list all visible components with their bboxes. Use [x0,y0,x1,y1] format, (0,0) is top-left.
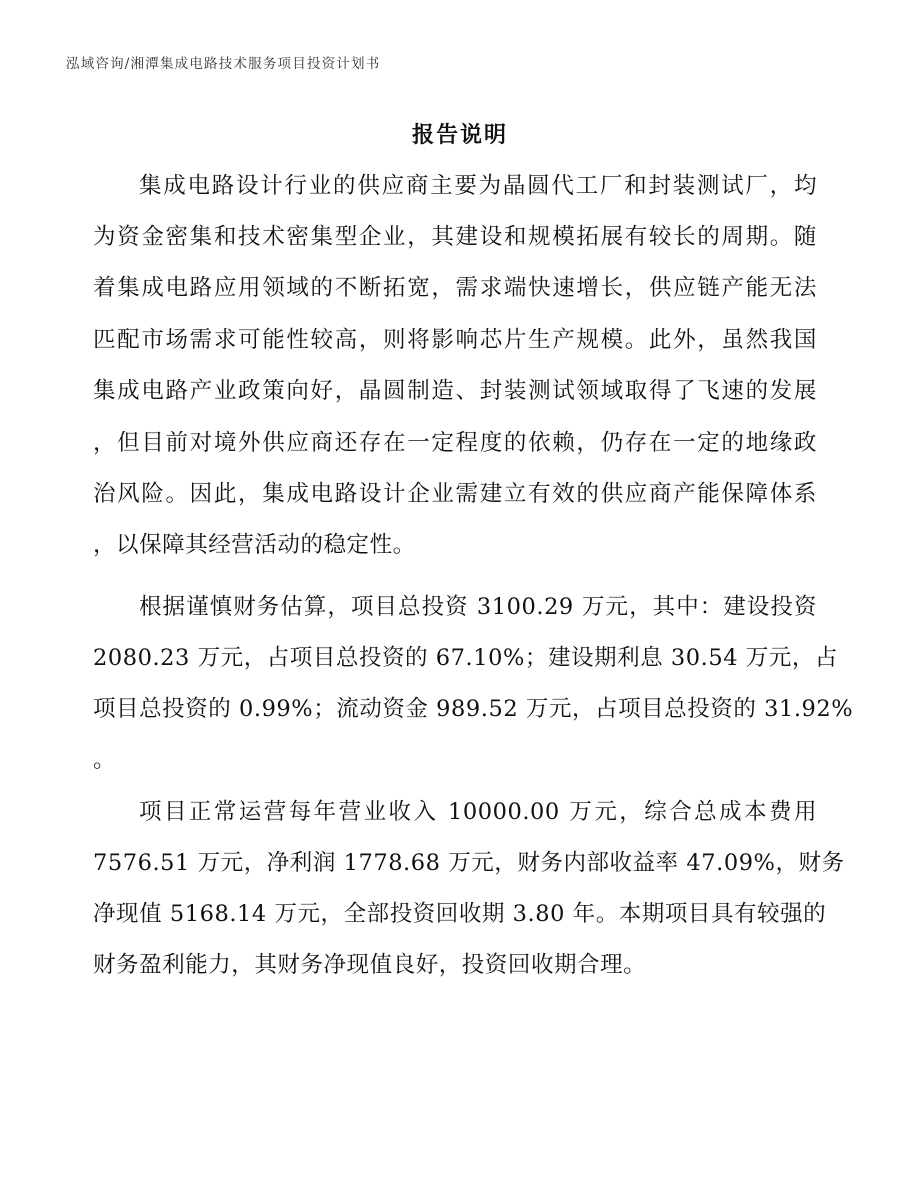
paragraph-line: 集成电路设计行业的供应商主要为晶圆代工厂和封装测试厂，均 [139,173,817,199]
paragraph-line: 7576.51 万元，净利润 1778.68 万元，财务内部收益率 47.09%，财务 [93,850,845,876]
paragraph-line: 治风险。因此，集成电路设计企业需建立有效的供应商产能保障体系 [93,481,817,507]
section-title: 报告说明 [411,122,508,148]
paragraph-line: 根据谨慎财务估算，项目总投资 3100.29 万元，其中：建设投资 [139,594,817,620]
paragraph-line: 集成电路产业政策向好，晶圆制造、封装测试领域取得了飞速的发展 [93,378,817,404]
paragraph-line: 财务盈利能力，其财务净现值良好，投资回收期合理。 [93,952,647,978]
paragraph-line: 匹配市场需求可能性较高，则将影响芯片生产规模。此外，虽然我国 [93,327,817,353]
paragraph-line: 着集成电路应用领域的不断拓宽，需求端快速增长，供应链产能无法 [93,275,817,301]
paragraph-line: 项目正常运营每年营业收入 10000.00 万元，综合总成本费用 [139,799,817,825]
paragraph-line: 为资金密集和技术密集型企业，其建设和规模拓展有较长的周期。随 [93,224,817,250]
running-header: 泓域咨询/湘潭集成电路技术服务项目投资计划书 [66,56,381,72]
paragraph-line: 。 [93,747,117,773]
paragraph-line: 净现值 5168.14 万元，全部投资回收期 3.80 年。本期项目具有较强的 [93,901,827,927]
paragraph-line: 项目总投资的 0.99%；流动资金 989.52 万元，占项目总投资的 31.92% [93,696,854,722]
paragraph-line: ，但目前对境外供应商还存在一定程度的依赖，仍存在一定的地缘政 [93,430,817,456]
paragraph-line: ，以保障其经营活动的稳定性。 [93,532,416,558]
paragraph-line: 2080.23 万元，占项目总投资的 67.10%；建设期利息 30.54 万元，占 [93,645,838,671]
